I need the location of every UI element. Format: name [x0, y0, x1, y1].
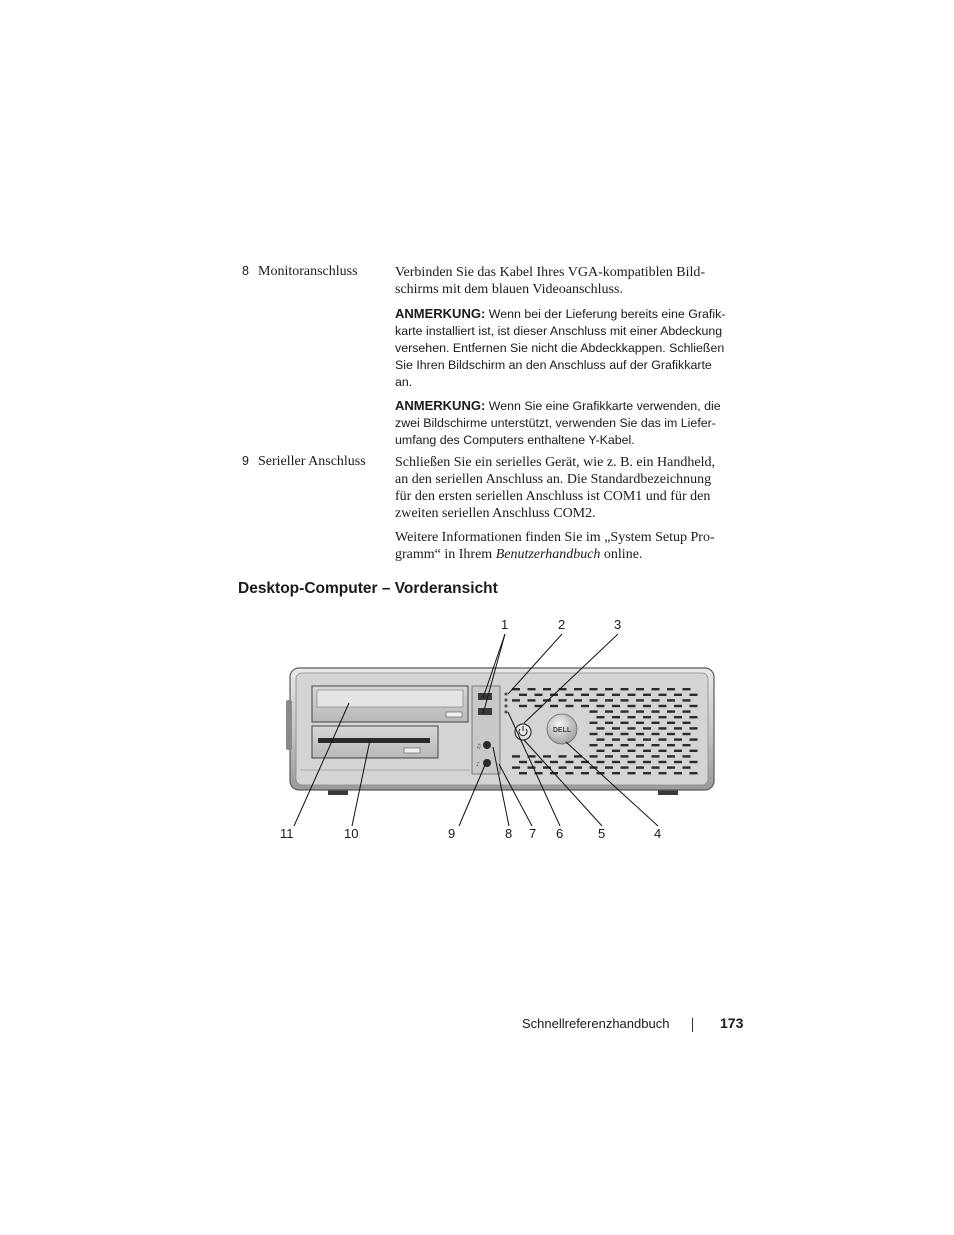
vent-slot [674, 761, 682, 763]
vent-slot [543, 755, 551, 757]
vent-slot [667, 766, 675, 768]
vent-slot [597, 738, 605, 740]
callout-11: 11 [280, 826, 294, 841]
vent-slot [636, 710, 644, 712]
vent-slot [643, 705, 651, 707]
vent-slot [674, 705, 682, 707]
vent-slot [519, 761, 527, 763]
floppy-drive-slot [318, 738, 430, 743]
vent-slot [621, 722, 629, 724]
vent-slot [659, 738, 667, 740]
vent-slot [581, 705, 589, 707]
vent-slot [605, 744, 613, 746]
vent-slot [597, 761, 605, 763]
footer-separator [692, 1018, 693, 1032]
vent-slot [612, 738, 620, 740]
svg-text:♪: ♪ [476, 761, 480, 768]
vent-slot [621, 733, 629, 735]
vent-slot [535, 694, 543, 696]
vent-slot [519, 772, 527, 774]
vent-slot [528, 699, 536, 701]
vent-slot [659, 716, 667, 718]
vent-slot [628, 772, 636, 774]
vent-slot [621, 699, 629, 701]
vent-slot [612, 705, 620, 707]
vent-slot [621, 688, 629, 690]
vent-slot [590, 744, 598, 746]
vent-slot [636, 755, 644, 757]
row-term: Monitoranschluss [258, 264, 358, 279]
vent-slot [512, 766, 520, 768]
usb-port-2 [478, 708, 492, 715]
manual-title: Benutzerhandbuch [495, 547, 601, 562]
row-more-info: Weitere Informationen finden Sie im „System Setup Pro- gramm“ in Ihrem Benutzerhandbuch online. [395, 530, 715, 562]
vent-slot [643, 772, 651, 774]
vent-slot [636, 722, 644, 724]
vent-slot [643, 738, 651, 740]
row-description: Verbinden Sie das Kabel Ihres VGA-kompatiblen Bild- schirms mit dem blauen Videoanschluss. [395, 265, 706, 297]
vent-slot [643, 750, 651, 752]
vent-slot [683, 755, 691, 757]
vent-slot [683, 699, 691, 701]
callout-10: 10 [344, 826, 359, 841]
vent-slot [628, 761, 636, 763]
callout-8: 8 [505, 826, 513, 841]
vent-slot [590, 710, 598, 712]
vent-slot [605, 733, 613, 735]
vent-slot [636, 699, 644, 701]
vent-slot [659, 761, 667, 763]
vent-slot [628, 738, 636, 740]
vent-slot [690, 750, 698, 752]
vent-slot [690, 694, 698, 696]
row-term: Serieller Anschluss [258, 454, 366, 469]
vent-slot [636, 688, 644, 690]
row-description: Schließen Sie ein serielles Gerät, wie z. B. ein Handheld, an den seriellen Anschluss an. Die Standardbezeichnung für den ersten seriellen Anschluss ist COM1 und für den zweiten seriellen Anschluss COM2. [395, 455, 715, 521]
vent-slot [674, 727, 682, 729]
vent-slot [597, 750, 605, 752]
callout-5: 5 [598, 826, 606, 841]
vent-slot [667, 710, 675, 712]
row-number: 9 [242, 454, 249, 468]
vent-slot [597, 694, 605, 696]
vent-slot [683, 766, 691, 768]
vent-slot [636, 744, 644, 746]
vent-slot [590, 688, 598, 690]
vent-slot [652, 688, 660, 690]
vent-slot [574, 699, 582, 701]
vent-slot [652, 755, 660, 757]
vent-slot [690, 716, 698, 718]
vent-slot [605, 755, 613, 757]
vent-slot [667, 755, 675, 757]
vent-slot [574, 766, 582, 768]
vent-slot [574, 688, 582, 690]
vent-slot [512, 699, 520, 701]
vent-slot [559, 699, 567, 701]
callout-1: 1 [501, 617, 509, 632]
vent-slot [652, 722, 660, 724]
vent-slot [636, 733, 644, 735]
callout-7: 7 [529, 826, 537, 841]
vent-slot [690, 727, 698, 729]
vent-slot [652, 744, 660, 746]
vent-slot [652, 733, 660, 735]
vent-slot [605, 699, 613, 701]
vent-slot [667, 744, 675, 746]
vent-slot [674, 772, 682, 774]
vent-slot [659, 772, 667, 774]
vent-slot [643, 694, 651, 696]
vent-slot [667, 722, 675, 724]
vent-slot [597, 727, 605, 729]
vent-slot [597, 716, 605, 718]
vent-slot [659, 750, 667, 752]
section-heading: Desktop-Computer – Vorderansicht [238, 580, 498, 597]
vent-slot [605, 710, 613, 712]
vent-slot [581, 772, 589, 774]
vent-slot [597, 705, 605, 707]
vent-slot [519, 705, 527, 707]
vent-slot [519, 694, 527, 696]
vent-slot [512, 755, 520, 757]
vent-slot [543, 688, 551, 690]
vent-slot [590, 722, 598, 724]
note-block: ANMERKUNG: Wenn Sie eine Grafikkarte verwenden, die zwei Bildschirme unterstützt, verwenden Sie das im Liefer- umfang des Computers enthaltene Y-Kabel. [395, 398, 721, 447]
callout-2: 2 [558, 617, 566, 632]
vent-slot [605, 688, 613, 690]
vent-slot [683, 710, 691, 712]
vent-slot [643, 727, 651, 729]
vent-slot [643, 716, 651, 718]
vent-slot [612, 761, 620, 763]
vent-slot [690, 761, 698, 763]
vent-slot [628, 750, 636, 752]
note-label: ANMERKUNG: [395, 398, 486, 413]
vent-slot [683, 733, 691, 735]
vent-slot [559, 755, 567, 757]
vent-slot [550, 705, 558, 707]
vent-slot [528, 688, 536, 690]
vent-slot [612, 716, 620, 718]
vent-slot [659, 727, 667, 729]
vent-slot [590, 733, 598, 735]
vent-slot [612, 727, 620, 729]
page-number: 173 [720, 1015, 744, 1031]
vent-slot [659, 694, 667, 696]
vent-slot [612, 694, 620, 696]
callout-4: 4 [654, 826, 662, 841]
vent-slot [683, 722, 691, 724]
vent-slot [667, 733, 675, 735]
case-side-handle [286, 700, 292, 750]
vent-slot [566, 694, 574, 696]
vent-slot [621, 766, 629, 768]
vent-slot [628, 705, 636, 707]
vent-slot [628, 694, 636, 696]
headphone-jack [483, 741, 491, 749]
vent-slot [643, 761, 651, 763]
row-number: 8 [242, 264, 249, 278]
svg-text:♫: ♫ [476, 743, 482, 750]
network-light [504, 692, 507, 695]
vent-slot [674, 716, 682, 718]
vent-slot [621, 755, 629, 757]
diagnostic-lights [504, 698, 507, 701]
vent-slot [690, 738, 698, 740]
vent-slot [667, 688, 675, 690]
optical-drive-eject-button [446, 712, 462, 717]
vent-slot [659, 705, 667, 707]
callout-6: 6 [556, 826, 564, 841]
vent-slot [674, 738, 682, 740]
vent-slot [652, 699, 660, 701]
vent-slot [652, 766, 660, 768]
vent-slot [605, 766, 613, 768]
vent-slot [535, 761, 543, 763]
vent-slot [621, 744, 629, 746]
vent-slot [566, 772, 574, 774]
vent-slot [566, 705, 574, 707]
vent-slot [628, 716, 636, 718]
vent-slot [590, 755, 598, 757]
callout-9: 9 [448, 826, 456, 841]
vent-slot [528, 766, 536, 768]
vent-slot [612, 750, 620, 752]
usb-port-1 [478, 693, 492, 700]
vent-slot [683, 744, 691, 746]
vent-slot [683, 688, 691, 690]
vent-slot [674, 694, 682, 696]
floppy-eject-button [404, 748, 420, 753]
vent-slot [559, 766, 567, 768]
vent-slot [621, 710, 629, 712]
vent-slot [612, 772, 620, 774]
vent-slot [550, 761, 558, 763]
vent-slot [628, 727, 636, 729]
vent-slot [674, 750, 682, 752]
footer-title: Schnellreferenzhandbuch [522, 1016, 670, 1031]
vent-slot [566, 761, 574, 763]
vent-slot [667, 699, 675, 701]
vent-slot [652, 710, 660, 712]
callout-3: 3 [614, 617, 622, 632]
vent-slot [690, 772, 698, 774]
vent-slot [690, 705, 698, 707]
note-block: ANMERKUNG: Wenn bei der Lieferung bereits eine Grafik- karte installiert ist, ist dieser Anschluss mit einer Abdeckung versehen. Entfernen Sie nicht die Abdeckkappen. Schließen Sie Ihren Bildschirm an den Anschluss auf der Grafikkarte an. [395, 306, 726, 389]
vent-slot [581, 694, 589, 696]
vent-slot [590, 699, 598, 701]
note-label: ANMERKUNG: [395, 306, 486, 321]
dell-logo-text: DELL [552, 727, 572, 734]
vent-slot [605, 722, 613, 724]
vent-slot [636, 766, 644, 768]
